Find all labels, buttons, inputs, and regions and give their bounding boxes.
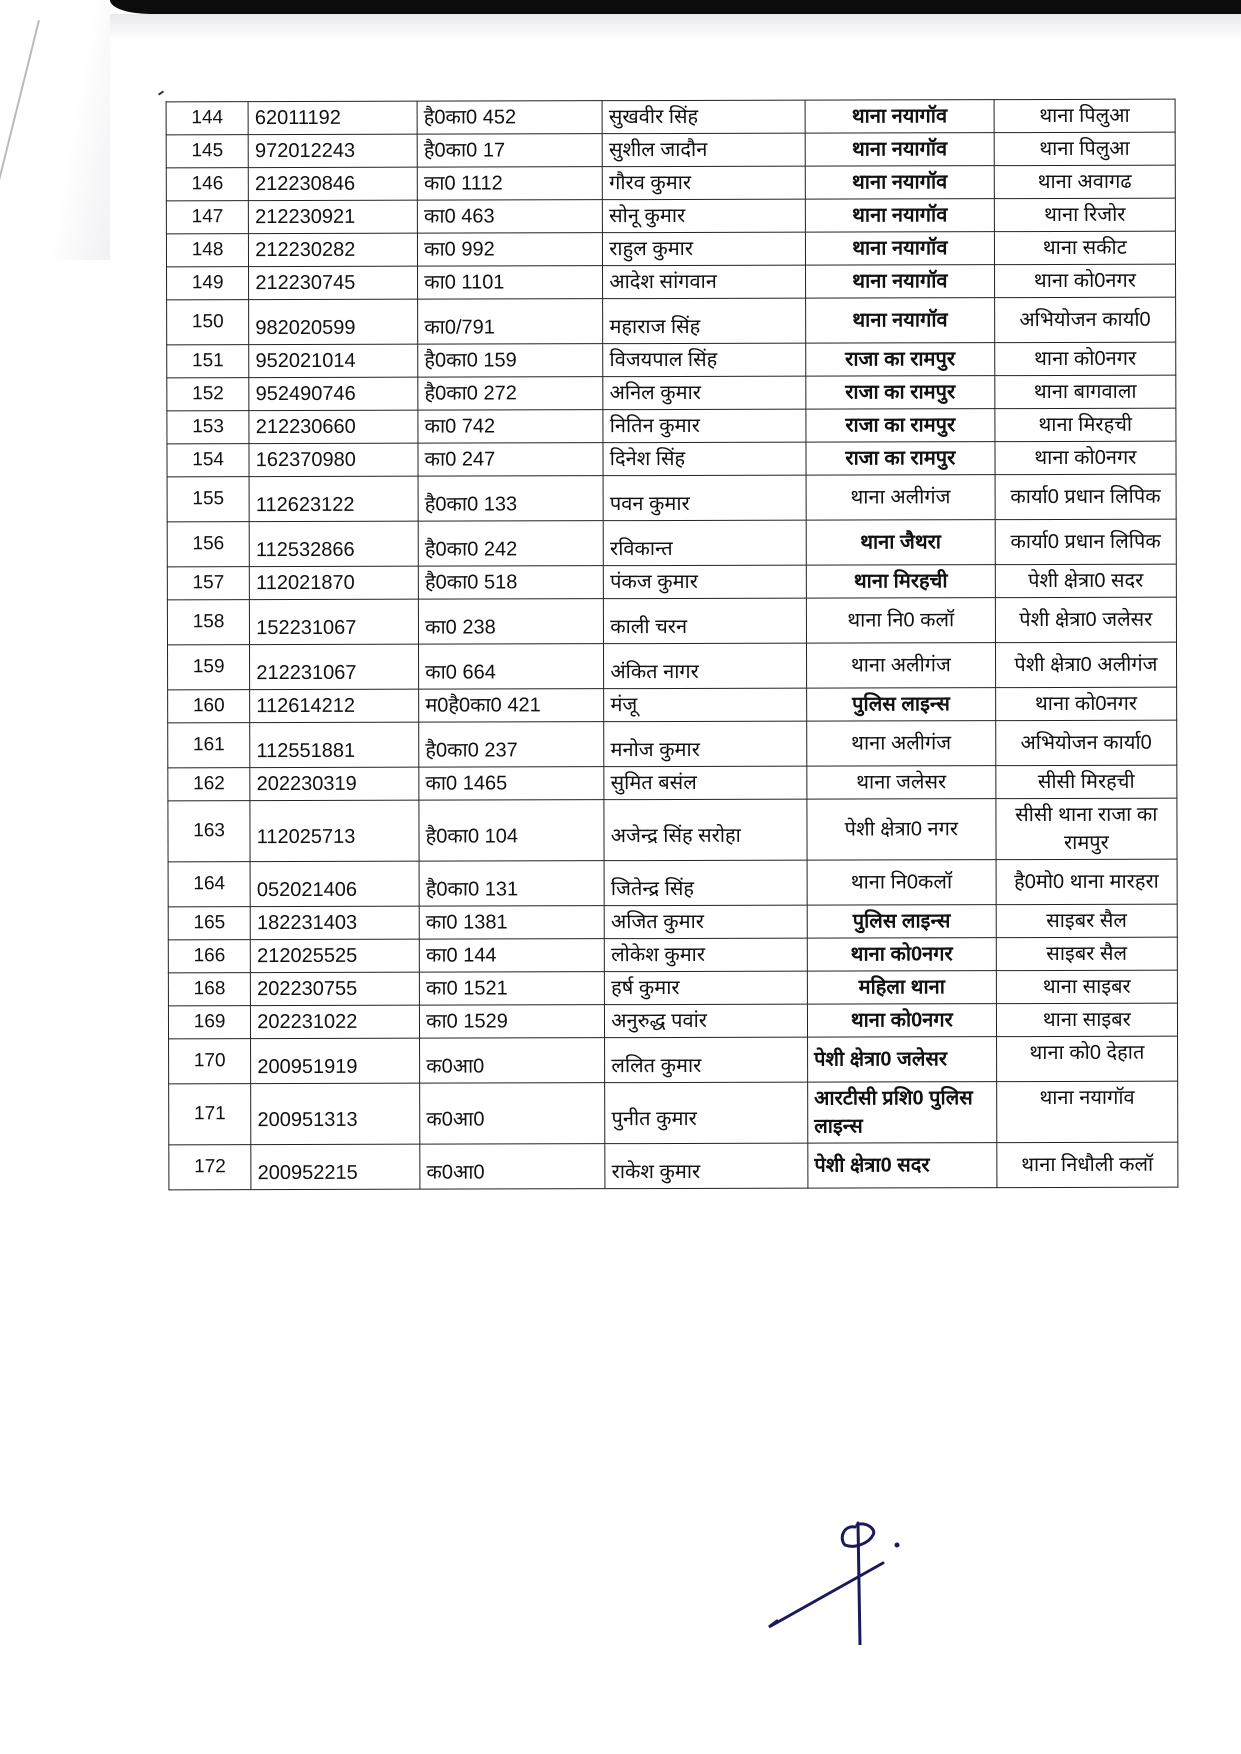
table-row bbox=[168, 765, 1177, 801]
name-cell: गौरव कुमार bbox=[603, 166, 806, 200]
pno-cell: 112532866 bbox=[249, 521, 418, 566]
name-cell: सुशील जादौन bbox=[602, 133, 805, 167]
name-cell: मंजू bbox=[604, 688, 807, 722]
pno-cell: 212230921 bbox=[249, 200, 418, 233]
name-cell: अनुरुद्ध पवांर bbox=[605, 1004, 808, 1038]
name-cell: अनिल कुमार bbox=[603, 376, 806, 410]
pno-cell: 972012243 bbox=[248, 134, 417, 167]
table-row bbox=[167, 564, 1176, 600]
current-posting-cell: थाना नयागॉव bbox=[805, 133, 994, 166]
serial-number-cell: 153 bbox=[167, 411, 249, 444]
new-posting-cell: कार्या0 प्रधान लिपिक bbox=[995, 474, 1176, 519]
current-posting-cell: आरटीसी प्रशि0 पुलिस लाइन्स bbox=[808, 1082, 997, 1143]
rank-cell: का0 664 bbox=[419, 644, 604, 689]
serial-number-cell: 164 bbox=[168, 862, 250, 907]
current-posting-cell: थाना नि0 कलॉ bbox=[806, 598, 995, 643]
current-posting-cell: थाना नयागॉव bbox=[805, 232, 994, 265]
table-row bbox=[168, 970, 1177, 1006]
pno-cell: 200951313 bbox=[251, 1083, 420, 1144]
current-posting-cell: राजा का रामपुर bbox=[806, 343, 995, 376]
new-posting-cell: थाना पिलुआ bbox=[994, 132, 1175, 165]
new-posting-cell: थाना रिजोर bbox=[994, 198, 1175, 231]
new-posting-cell: थाना को0नगर bbox=[994, 342, 1175, 375]
current-posting-cell: पुलिस लाइन्स bbox=[807, 688, 996, 721]
current-posting-cell: थाना नयागॉव bbox=[805, 166, 994, 199]
serial-number-cell: 151 bbox=[167, 345, 249, 378]
rank-cell: का0 144 bbox=[419, 939, 604, 972]
serial-number-cell: 149 bbox=[167, 267, 249, 300]
pno-cell: 202231022 bbox=[251, 1005, 420, 1038]
current-posting-cell: पुलिस लाइन्स bbox=[807, 905, 996, 938]
name-cell: जितेन्द्र सिंह bbox=[604, 860, 807, 906]
serial-number-cell: 157 bbox=[167, 567, 249, 600]
new-posting-cell: अभियोजन कार्या0 bbox=[994, 297, 1175, 342]
table-row bbox=[168, 720, 1177, 768]
serial-number-cell: 168 bbox=[168, 973, 250, 1006]
name-cell: आदेश सांगवान bbox=[603, 265, 806, 299]
new-posting-cell: थाना पिलुआ bbox=[994, 99, 1175, 132]
table-row bbox=[167, 408, 1176, 444]
new-posting-cell: थाना बागवाला bbox=[995, 375, 1176, 408]
rank-cell: का0 1101 bbox=[418, 266, 603, 299]
name-cell: मनोज कुमार bbox=[604, 721, 807, 767]
pno-cell: 200952215 bbox=[251, 1144, 420, 1189]
table-row bbox=[168, 859, 1177, 907]
new-posting-cell: है0मो0 थाना मारहरा bbox=[996, 859, 1177, 904]
name-cell: अंकित नागर bbox=[604, 643, 807, 689]
rank-cell: है0का0 237 bbox=[419, 722, 604, 767]
current-posting-cell: पेशी क्षेत्रा0 सदर bbox=[808, 1143, 997, 1188]
name-cell: ललित कुमार bbox=[605, 1037, 808, 1083]
pno-cell: 202230319 bbox=[250, 767, 419, 800]
name-cell: पवन कुमार bbox=[603, 475, 806, 521]
serial-number-cell: 148 bbox=[166, 234, 248, 267]
rank-cell: का0 238 bbox=[419, 599, 604, 644]
serial-number-cell: 169 bbox=[168, 1006, 250, 1039]
table-row bbox=[169, 1142, 1178, 1190]
pno-cell: 212230660 bbox=[249, 410, 418, 443]
new-posting-cell: थाना को0नगर bbox=[995, 687, 1176, 720]
table-row bbox=[166, 132, 1175, 168]
table-row bbox=[166, 99, 1175, 135]
current-posting-cell: राजा का रामपुर bbox=[806, 376, 995, 409]
serial-number-cell: 163 bbox=[168, 801, 250, 862]
rank-cell: है0का0 159 bbox=[418, 344, 603, 377]
serial-number-cell: 155 bbox=[167, 477, 249, 522]
current-posting-cell: थाना अलीगंज bbox=[806, 643, 995, 688]
table-row bbox=[167, 642, 1176, 690]
name-cell: विजयपाल सिंह bbox=[603, 343, 806, 377]
table-row bbox=[167, 441, 1176, 477]
table-row bbox=[169, 1036, 1178, 1084]
table-row bbox=[168, 1003, 1177, 1039]
new-posting-cell: थाना मिरहची bbox=[995, 408, 1176, 441]
rank-cell: क0आ0 bbox=[420, 1144, 605, 1189]
rank-cell: क0आ0 bbox=[420, 1083, 605, 1144]
serial-number-cell: 150 bbox=[167, 300, 249, 345]
serial-number-cell: 156 bbox=[167, 522, 249, 567]
name-cell: पंकज कुमार bbox=[604, 565, 807, 599]
rank-cell: का0 247 bbox=[418, 443, 603, 476]
name-cell: अजेन्द्र सिंह सरोहा bbox=[604, 799, 807, 861]
table-row bbox=[168, 904, 1177, 940]
new-posting-cell: पेशी क्षेत्रा0 अलीगंज bbox=[995, 642, 1176, 687]
page-fold-shadow bbox=[0, 0, 110, 260]
pno-cell: 162370980 bbox=[249, 443, 418, 476]
table-row bbox=[167, 264, 1176, 300]
scan-top-shade bbox=[110, 14, 1241, 40]
serial-number-cell: 160 bbox=[168, 690, 250, 723]
current-posting-cell: पेशी क्षेत्रा0 जलेसर bbox=[807, 1037, 996, 1082]
name-cell: लोकेश कुमार bbox=[605, 938, 808, 972]
name-cell: काली चरन bbox=[604, 598, 807, 644]
serial-number-cell: 165 bbox=[168, 907, 250, 940]
name-cell: रविकान्त bbox=[603, 520, 806, 566]
serial-number-cell: 170 bbox=[169, 1039, 251, 1084]
table-row bbox=[169, 1081, 1178, 1145]
pno-cell: 182231403 bbox=[250, 906, 419, 939]
scan-top-border bbox=[110, 0, 1241, 14]
new-posting-cell: थाना निधौली कलॉ bbox=[997, 1142, 1178, 1187]
new-posting-cell: थाना को0नगर bbox=[994, 264, 1175, 297]
pno-cell: 112021870 bbox=[250, 566, 419, 599]
new-posting-cell: पेशी क्षेत्रा0 जलेसर bbox=[995, 597, 1176, 642]
name-cell: सुमित बसंल bbox=[604, 766, 807, 800]
table-row bbox=[167, 474, 1176, 522]
current-posting-cell: थाना जैथरा bbox=[806, 520, 995, 565]
rank-cell: का0 992 bbox=[418, 233, 603, 266]
table-row bbox=[166, 231, 1175, 267]
signature-icon bbox=[765, 1505, 945, 1645]
name-cell: सुखवीर सिंह bbox=[602, 100, 805, 134]
table-row bbox=[168, 687, 1177, 723]
rank-cell: है0का0 272 bbox=[418, 377, 603, 410]
rank-cell: है0का0 518 bbox=[418, 566, 603, 599]
new-posting-cell: साइबर सैल bbox=[996, 904, 1177, 937]
new-posting-cell: पेशी क्षेत्रा0 सदर bbox=[995, 564, 1176, 597]
name-cell: सोनू कुमार bbox=[603, 199, 806, 233]
serial-number-cell: 172 bbox=[169, 1145, 251, 1190]
name-cell: महाराज सिंह bbox=[603, 298, 806, 344]
transfer-table bbox=[166, 99, 1179, 1191]
name-cell: नितिन कुमार bbox=[603, 409, 806, 443]
current-posting-cell: पेशी क्षेत्रा0 नगर bbox=[807, 799, 996, 860]
new-posting-cell: साइबर सैल bbox=[996, 937, 1177, 970]
pno-cell: 202230755 bbox=[251, 972, 420, 1005]
pno-cell: 212230745 bbox=[249, 266, 418, 299]
new-posting-cell: थाना अवागढ bbox=[994, 165, 1175, 198]
serial-number-cell: 154 bbox=[167, 444, 249, 477]
current-posting-cell: थाना नयागॉव bbox=[806, 298, 995, 343]
current-posting-cell: थाना मिरहची bbox=[806, 565, 995, 598]
pno-cell: 62011192 bbox=[248, 101, 417, 134]
new-posting-cell: कार्या0 प्रधान लिपिक bbox=[995, 519, 1176, 564]
serial-number-cell: 145 bbox=[166, 135, 248, 168]
pno-cell: 112623122 bbox=[249, 476, 418, 521]
name-cell: दिनेश सिंह bbox=[603, 442, 806, 476]
rank-cell: क0आ0 bbox=[420, 1038, 605, 1083]
serial-number-cell: 171 bbox=[169, 1084, 251, 1145]
pen-mark bbox=[158, 90, 164, 95]
name-cell: पुनीत कुमार bbox=[605, 1082, 808, 1144]
current-posting-cell: थाना नयागॉव bbox=[805, 199, 994, 232]
pno-cell: 112551881 bbox=[250, 722, 419, 767]
name-cell: अजित कुमार bbox=[604, 905, 807, 939]
current-posting-cell: थाना जलेसर bbox=[807, 766, 996, 799]
serial-number-cell: 144 bbox=[166, 102, 248, 135]
pno-cell: 212230846 bbox=[249, 167, 418, 200]
rank-cell: का0 463 bbox=[417, 200, 602, 233]
table-row bbox=[167, 519, 1176, 567]
rank-cell: का0/791 bbox=[418, 299, 603, 344]
current-posting-cell: थाना नयागॉव bbox=[805, 265, 994, 298]
current-posting-cell: थाना नयागॉव bbox=[805, 100, 994, 133]
current-posting-cell: थाना को0नगर bbox=[807, 1004, 996, 1037]
rank-cell: म0है0का0 421 bbox=[419, 689, 604, 722]
rank-cell: है0का0 452 bbox=[417, 101, 602, 134]
current-posting-cell: थाना नि0कलॉ bbox=[807, 860, 996, 905]
current-posting-cell: राजा का रामपुर bbox=[806, 442, 995, 475]
serial-number-cell: 146 bbox=[166, 168, 248, 201]
table-row bbox=[166, 198, 1175, 234]
current-posting-cell: महिला थाना bbox=[807, 971, 996, 1004]
new-posting-cell: थाना सकीट bbox=[994, 231, 1175, 264]
current-posting-cell: थाना को0नगर bbox=[807, 938, 996, 971]
table-row bbox=[166, 165, 1175, 201]
new-posting-cell: सीसी मिरहची bbox=[996, 765, 1177, 798]
new-posting-cell: थाना को0नगर bbox=[995, 441, 1176, 474]
pno-cell: 952490746 bbox=[249, 377, 418, 410]
rank-cell: का0 1465 bbox=[419, 767, 604, 800]
serial-number-cell: 158 bbox=[167, 600, 249, 645]
current-posting-cell: थाना अलीगंज bbox=[807, 721, 996, 766]
rank-cell: का0 1112 bbox=[417, 167, 602, 200]
name-cell: हर्ष कुमार bbox=[605, 971, 808, 1005]
pno-cell: 152231067 bbox=[250, 599, 419, 644]
rank-cell: का0 742 bbox=[418, 410, 603, 443]
name-cell: राकेश कुमार bbox=[605, 1143, 808, 1189]
new-posting-cell: थाना साइबर bbox=[996, 970, 1177, 1003]
rank-cell: है0का0 104 bbox=[419, 800, 604, 861]
pno-cell: 112025713 bbox=[250, 800, 419, 861]
table-row bbox=[167, 375, 1176, 411]
pno-cell: 212230282 bbox=[249, 233, 418, 266]
pno-cell: 982020599 bbox=[249, 299, 418, 344]
new-posting-cell: अभियोजन कार्या0 bbox=[995, 720, 1176, 765]
rank-cell: का0 1381 bbox=[419, 906, 604, 939]
table-row bbox=[168, 798, 1177, 862]
serial-number-cell: 147 bbox=[166, 201, 248, 234]
rank-cell: है0का0 242 bbox=[418, 521, 603, 566]
rank-cell: है0का0 131 bbox=[419, 861, 604, 906]
pno-cell: 212231067 bbox=[250, 644, 419, 689]
new-posting-cell: थाना नयागॉव bbox=[996, 1081, 1177, 1142]
table-row bbox=[168, 937, 1177, 973]
name-cell: राहुल कुमार bbox=[603, 232, 806, 266]
new-posting-cell: थाना साइबर bbox=[996, 1003, 1177, 1036]
current-posting-cell: राजा का रामपुर bbox=[806, 409, 995, 442]
pno-cell: 212025525 bbox=[251, 939, 420, 972]
pno-cell: 112614212 bbox=[250, 689, 419, 722]
new-posting-cell: थाना को0 देहात bbox=[996, 1036, 1177, 1081]
table-row bbox=[167, 297, 1176, 345]
rank-cell: है0का0 133 bbox=[418, 476, 603, 521]
serial-number-cell: 161 bbox=[168, 723, 250, 768]
new-posting-cell: सीसी थाना राजा का रामपुर bbox=[996, 798, 1177, 859]
serial-number-cell: 166 bbox=[168, 940, 250, 973]
table-body bbox=[166, 99, 1178, 1190]
rank-cell: का0 1521 bbox=[419, 972, 604, 1005]
table-row bbox=[167, 342, 1176, 378]
serial-number-cell: 159 bbox=[167, 645, 249, 690]
table-row bbox=[167, 597, 1176, 645]
current-posting-cell: थाना अलीगंज bbox=[806, 475, 995, 520]
pno-cell: 052021406 bbox=[250, 861, 419, 906]
rank-cell: है0का0 17 bbox=[417, 134, 602, 167]
serial-number-cell: 152 bbox=[167, 378, 249, 411]
pno-cell: 952021014 bbox=[249, 344, 418, 377]
rank-cell: का0 1529 bbox=[420, 1005, 605, 1038]
serial-number-cell: 162 bbox=[168, 768, 250, 801]
pno-cell: 200951919 bbox=[251, 1038, 420, 1083]
